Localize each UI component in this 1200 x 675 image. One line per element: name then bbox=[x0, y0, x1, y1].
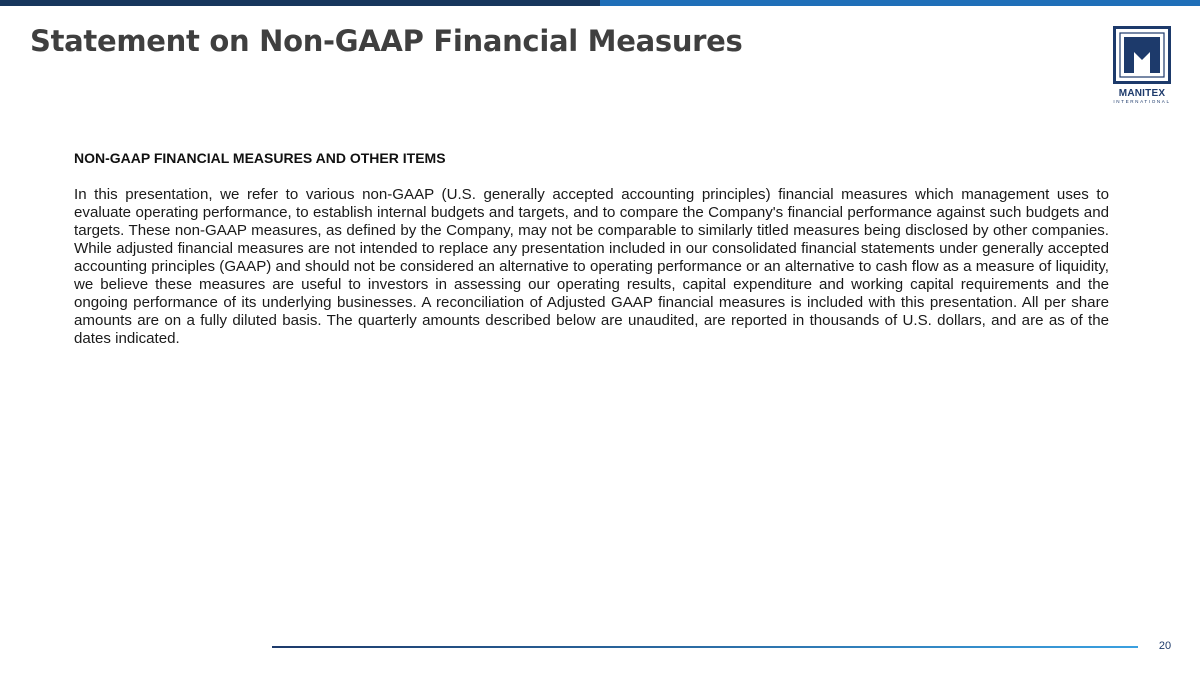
manitex-m-logo-icon bbox=[1113, 26, 1171, 84]
company-logo bbox=[1110, 24, 1174, 108]
page-title: Statement on Non-GAAP Financial Measures bbox=[30, 24, 743, 58]
page-number: 20 bbox=[1158, 640, 1172, 652]
footer-divider bbox=[272, 646, 1138, 648]
top-accent-bar-light bbox=[600, 0, 1200, 6]
logo-m-shape bbox=[1124, 37, 1160, 73]
disclaimer-paragraph: In this presentation, we refer to various non-GAAP (U.S. generally accepted accounting principles) financial measures which management uses to evaluate operating performance, to establish internal budgets and targets, and to compare the Company's financial performance against such budgets and targets. These non-GAAP measures, as defined by the Company, may not be comparable to similarly titled measures being disclosed by other companies. While adjusted financial measures are not intended to replace any presentation included in our consolidated financial statements under generally accepted accounting principles (GAAP) and should not be considered an alternative to operating performance or an alternative to cash flow as a measure of liquidity, we believe these measures are useful to investors in assessing our operating results, capital expenditure and working capital requirements and the ongoing performance of its underlying businesses. A reconciliation of Adjusted GAAP financial measures is included with this presentation. All per share amounts are on a fully diluted basis. The quarterly amounts described below are unaudited, are reported in thousands of U.S. dollars, and are as of the dates indicated. bbox=[74, 186, 1109, 347]
section-heading: NON-GAAP FINANCIAL MEASURES AND OTHER ITEMS bbox=[74, 150, 446, 166]
logo-wordmark: MANITEX bbox=[1118, 88, 1166, 99]
top-accent-bar bbox=[0, 0, 1200, 6]
logo-subtitle: INTERNATIONAL bbox=[1113, 99, 1171, 104]
top-accent-bar-dark bbox=[0, 0, 600, 6]
